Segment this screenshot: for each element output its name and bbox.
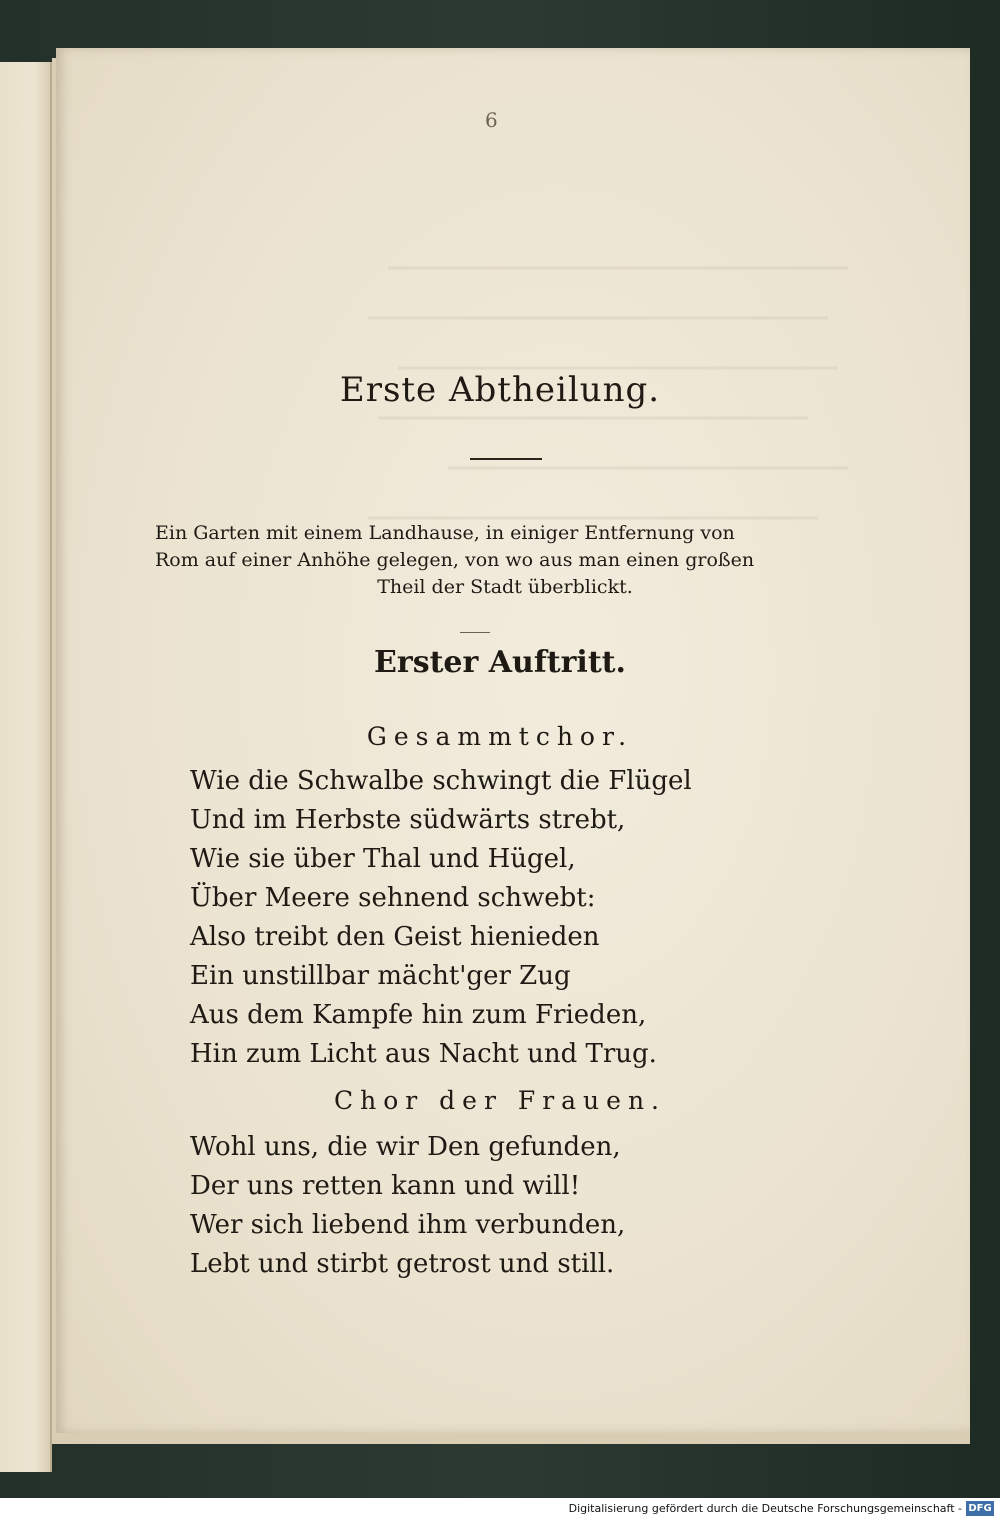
verse-line: Wie die Schwalbe schwingt die Flügel	[190, 766, 692, 796]
scene-heading: Erster Auftritt.	[374, 645, 626, 680]
verse-line: Aus dem Kampfe hin zum Frieden,	[190, 1000, 647, 1030]
verse-line: Und im Herbste südwärts strebt,	[190, 805, 626, 835]
page-number: 6	[485, 108, 498, 132]
heading-rule	[470, 458, 542, 460]
speaker-chor-der-frauen: Chor der Frauen.	[333, 1086, 667, 1115]
speaker-gesammtchor: Gesammtchor.	[366, 722, 634, 751]
funding-credit: Digitalisierung gefördert durch die Deutsche Forschungsgemeinschaft -	[568, 1502, 962, 1515]
dfg-logo: DFG	[966, 1501, 994, 1516]
stage-direction	[155, 520, 855, 601]
stage-direction-line: Rom auf einer Anhöhe gelegen, von wo aus man einen großen	[155, 549, 755, 571]
verse-line: Wie sie über Thal und Hügel,	[190, 844, 576, 874]
verse-line: Wohl uns, die wir Den gefunden,	[190, 1132, 621, 1162]
verse-line: Der uns retten kann und will!	[190, 1171, 581, 1201]
verse-block-2	[190, 1128, 625, 1284]
facing-page-edge	[0, 62, 52, 1472]
divider-mark	[460, 632, 490, 633]
verse-line: Also treibt den Geist hienieden	[190, 922, 600, 952]
stage-direction-line: Theil der Stadt überblickt.	[377, 576, 633, 598]
stage-direction-line: Ein Garten mit einem Landhause, in einiger Entfernung von	[155, 522, 735, 544]
verse-line: Hin zum Licht aus Nacht und Trug.	[190, 1039, 657, 1069]
verse-line: Über Meere sehnend schwebt:	[190, 883, 596, 913]
verse-line: Ein unstillbar mächt'ger Zug	[190, 961, 571, 991]
verse-block-1	[190, 762, 692, 1074]
verse-line: Lebt und stirbt getrost und still.	[190, 1249, 615, 1279]
digitization-footer	[0, 1498, 1000, 1522]
verse-line: Wer sich liebend ihm verbunden,	[190, 1210, 626, 1240]
section-heading: Erste Abtheilung.	[339, 370, 661, 410]
